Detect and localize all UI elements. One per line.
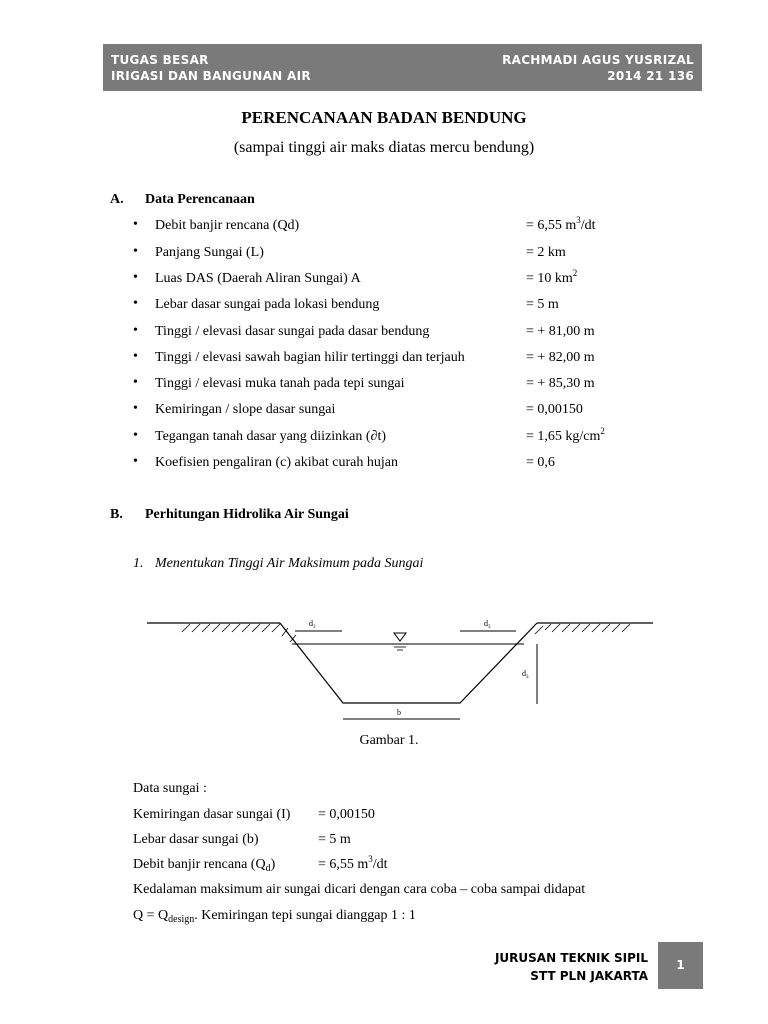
item-value: = + 82,00 m: [526, 350, 595, 365]
row-label: [133, 857, 275, 872]
list-item: [133, 455, 653, 473]
bullet-icon: •: [133, 217, 138, 232]
header-right: [502, 52, 694, 84]
item-label: Tegangan tanah dasar yang diizinkan (∂t): [155, 429, 387, 444]
item-value: [526, 426, 605, 445]
value-text: = 6,55 m: [318, 857, 369, 872]
section-b-title: Perhitungan Hidrolika Air Sungai: [145, 507, 349, 522]
value-text: = 6,55 m: [526, 218, 577, 233]
header-course-type: TUGAS BESAR: [111, 53, 209, 67]
header-left: [111, 52, 311, 84]
left-ground-hatch: [182, 624, 296, 642]
section-a-title: Data Perencanaan: [145, 192, 255, 207]
item-value: [526, 268, 578, 287]
label-end: ): [270, 857, 276, 872]
item-label: Kemiringan / slope dasar sungai: [155, 402, 336, 417]
river-data-row: [133, 854, 388, 874]
header-course-name: IRIGASI DAN BANGUNAN AIR: [111, 69, 311, 83]
list-item: [133, 426, 653, 447]
subsection-1-number: 1.: [133, 556, 144, 571]
bullet-icon: •: [133, 401, 138, 416]
d3-label-depth: $d_3$: [522, 669, 529, 680]
row-value: = 0,00150: [318, 807, 375, 822]
para-text-a: Q = Q: [133, 908, 169, 923]
label-sub: d: [265, 863, 271, 874]
para-text-b: . Kemiringan tepi sungai dianggap 1 : 1: [194, 908, 416, 923]
paragraph-line: [133, 908, 416, 924]
value-sup: 2: [572, 268, 578, 278]
item-label: Tinggi / elevasi dasar sungai pada dasar bendung: [155, 324, 430, 339]
list-item: [133, 245, 653, 263]
value-sup: 2: [600, 426, 605, 436]
item-value: [526, 215, 596, 234]
item-value: = + 85,30 m: [526, 376, 595, 391]
value-suffix: /dt: [372, 857, 388, 872]
river-channel-outline: [280, 623, 537, 703]
water-level-icon: [394, 633, 406, 641]
header-student-id: 2014 21 136: [607, 69, 694, 83]
para-sub: design: [168, 914, 195, 925]
item-label: Luas DAS (Daerah Aliran Sungai) A: [155, 271, 361, 286]
page-footer: [495, 949, 648, 985]
value-text: = 10 km: [526, 271, 573, 286]
label-main: Debit banjir rencana (Q: [133, 857, 266, 872]
river-cross-section-diagram: [140, 608, 660, 728]
item-label: Debit banjir rencana (Qd): [155, 218, 300, 233]
item-value: = 2 km: [526, 245, 566, 260]
list-item: [133, 268, 653, 289]
page-header: [103, 44, 702, 91]
d3-label-right: $d_3$: [484, 619, 491, 630]
bullet-icon: •: [133, 428, 138, 443]
section-a-number: A.: [110, 192, 124, 207]
value-suffix: /dt: [580, 218, 596, 233]
bullet-icon: •: [133, 454, 138, 469]
list-item: [133, 350, 653, 368]
item-value: = 0,00150: [526, 402, 583, 417]
section-b-number: B.: [110, 507, 123, 522]
list-item: [133, 402, 653, 420]
bullet-icon: •: [133, 244, 138, 259]
list-item: [133, 297, 653, 315]
row-label: Kemiringan dasar sungai (I): [133, 807, 291, 822]
item-value: = 5 m: [526, 297, 559, 312]
list-item: [133, 324, 653, 342]
row-value: [318, 854, 388, 873]
page-number: 1: [658, 942, 703, 989]
value-sup: 3: [368, 854, 373, 864]
footer-institution: STT PLN JAKARTA: [530, 969, 648, 983]
item-value: = 0,6: [526, 455, 555, 470]
value-sup: 3: [576, 215, 581, 225]
row-value: = 5 m: [318, 832, 351, 847]
paragraph-line: Kedalaman maksimum air sungai dicari dengan cara coba – coba sampai didapat: [133, 882, 586, 897]
d3-label-left: $d_3$: [309, 619, 316, 630]
bullet-icon: •: [133, 323, 138, 338]
subsection-1-title: Menentukan Tinggi Air Maksimum pada Sungai: [155, 556, 424, 571]
right-ground-hatch: [535, 624, 630, 634]
figure-caption: Gambar 1.: [359, 733, 419, 748]
river-data-row: [133, 832, 351, 848]
document-title: PERENCANAAN BADAN BENDUNG: [241, 108, 527, 127]
item-label: Tinggi / elevasi muka tanah pada tepi sungai: [155, 376, 405, 391]
b-label: b: [397, 708, 401, 717]
bullet-icon: •: [133, 270, 138, 285]
bullet-icon: •: [133, 296, 138, 311]
document-subtitle: (sampai tinggi air maks diatas mercu bendung): [233, 139, 535, 156]
river-data-row: [133, 807, 375, 823]
item-label: Koefisien pengaliran (c) akibat curah hujan: [155, 455, 398, 470]
river-data-heading: Data sungai :: [133, 781, 207, 796]
item-label: Lebar dasar sungai pada lokasi bendung: [155, 297, 380, 312]
row-label: Lebar dasar sungai (b): [133, 832, 259, 847]
list-item: [133, 376, 653, 394]
item-value: = + 81,00 m: [526, 324, 595, 339]
item-label: Panjang Sungai (L): [155, 245, 264, 260]
value-text: = 1,65 kg/cm: [526, 429, 601, 444]
header-author: RACHMADI AGUS YUSRIZAL: [502, 53, 694, 67]
bullet-icon: •: [133, 375, 138, 390]
footer-department: JURUSAN TEKNIK SIPIL: [494, 951, 648, 965]
bullet-icon: •: [133, 349, 138, 364]
list-item: [133, 215, 653, 236]
item-label: Tinggi / elevasi sawah bagian hilir tertinggi dan terjauh: [155, 350, 465, 365]
